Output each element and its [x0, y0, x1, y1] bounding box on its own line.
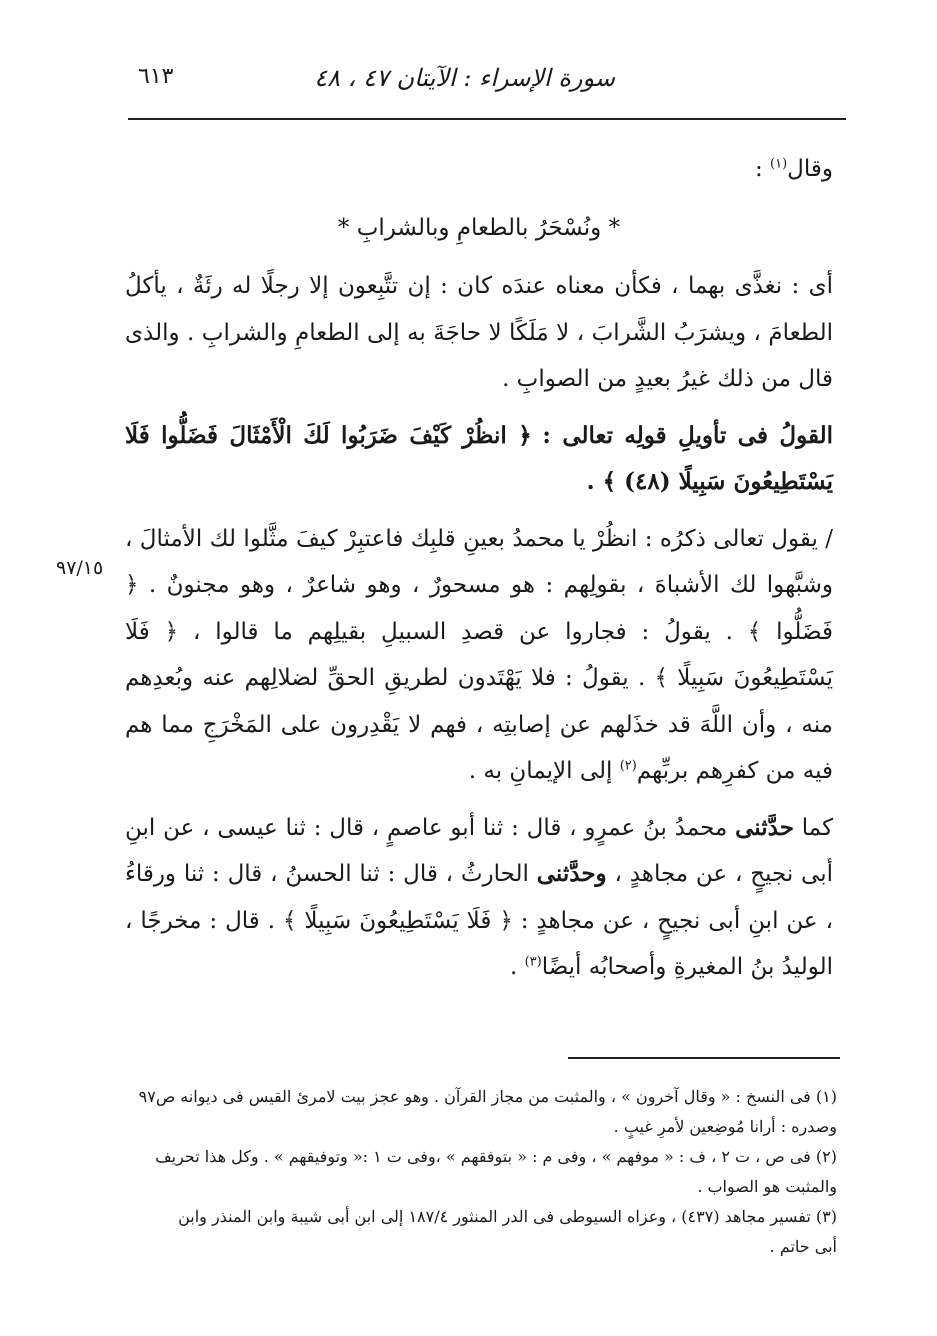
intro-text: وقال — [787, 156, 833, 182]
paragraph-3-haddathani-1: حدَّثنى — [735, 813, 794, 841]
margin-reference: ٩٧/١٥ — [56, 557, 104, 579]
footnote-marker-1: (١) — [770, 156, 788, 172]
paragraph-3-e: الحارثُ ، قال : ثنا الحسنُ ، قال : ثنا ورقاءُ ، عن ابنِ أبى نجيحٍ ، عن مجاهدٍ : ﴿ فَلَا يَسْتَطِيعُونَ سَبِيلًا ﴾ . قال : مخرجًا ، الوليدُ بنُ المغيرةِ وأصحابُه أيضًا — [125, 861, 833, 980]
intro-line — [125, 146, 833, 193]
paragraph-2 — [125, 516, 833, 795]
page-header — [130, 60, 845, 100]
paragraph-2-end: إلى الإيمانِ به . — [468, 758, 613, 784]
footnote-marker-2: (٢) — [619, 758, 637, 774]
running-title: سورة الإسراء : الآيتان ٤٧ ، ٤٨ — [314, 64, 615, 92]
paragraph-3-haddathani-2: وحدَّثنى — [536, 860, 607, 887]
paragraph-3-a: كما — [801, 814, 834, 841]
paragraph-2-text: / يقول تعالى ذكرُه : انظُرْ يا محمدُ بعينِ قلبِك فاعتبِرْ كيفَ مثَّلوا لك الأمثالَ ، وشبَّهوا لك الأشباهَ ، بقولِهم : هو مسحورٌ ، وهو شاعرٌ ، وهو مجنونٌ . ﴿ فَضَلُّوا ﴾ . يقولُ : فجاروا عن قصدِ السبيلِ بقيلِهم ما قالوا ، ﴿ فَلَا يَسْتَطِيعُونَ سَبِيلًا ﴾ . يقولُ : فلا يَهْتَدون لطريقِ الحقِّ لضلالِهم عنه وبُعدِهم منه ، وأن اللَّهَ قد خذَلهم عن إصابتِه ، فهم لا يَقْدِرون على المَخْرَجِ مما هم فيه من كفرِهم بربِّهم — [125, 525, 833, 784]
footnote-divider — [568, 1057, 840, 1059]
page-number: ٦١٣ — [138, 64, 174, 89]
footnote-marker-3: (٣) — [524, 954, 542, 970]
heading-quran-verse: ﴿ انظُرْ كَيْفَ ضَرَبُوا لَكَ الْأَمْثَالَ فَضَلُّوا فَلَا يَسْتَطِيعُونَ سَبِيلًا (٤٨) ﴾ . — [125, 421, 833, 495]
footnote-line: وصدره : أرانا مُوضِعين لأمرِ غيبٍ . — [613, 1117, 837, 1136]
footnote-line: أبى حاتم . — [769, 1237, 837, 1256]
paragraph-3-end: . — [509, 954, 518, 980]
paragraph-1: أى : نغذَّى بهما ، فكأن معناه عندَه كان : إن تتَّبِعون إلا رجلًا له رئَةٌ ، يأكلُ الطعامَ ، ويشرَبُ الشَّرابَ ، لا مَلَكًا لا حاجَةَ به إلى الطعامِ والشرابِ . والذى قال من ذلك غيرُ بعيدٍ من الصوابِ . — [125, 273, 833, 392]
footnote-line: (٣) تفسير مجاهد (٤٣٧) ، وعزاه السيوطى فى الدر المنثور ١٨٧/٤ إلى ابن أبى شيبة وابن المنذر وابن — [178, 1207, 837, 1226]
paragraph-3 — [125, 805, 833, 991]
heading-label: القولُ فى تأويلِ قولِه تعالى : — [542, 421, 833, 449]
footnote-line: (١) فى النسخ : « وقال آخرون » ، والمثبت من مجاز القرآن . وهو عجز بيت لامرئ القيس فى ديوانه ص٩٧ — [138, 1087, 837, 1106]
footnote-line: والمثبت هو الصواب . — [697, 1177, 837, 1196]
footnotes — [122, 1082, 837, 1262]
intro-colon: : — [754, 156, 763, 182]
paragraph-3-c: محمدُ بنُ عمرٍو ، قال : ثنا أبو عاصمٍ ، قال : ثنا عيسى ، عن ابنِ أبى نجيحٍ ، عن مجاهدٍ ، — [125, 814, 834, 887]
header-divider — [128, 118, 846, 120]
footnote-line: (٢) فى ص ، ت ٢ ، ف : « موفهم » ، وفى م : « بتوفقهم » ،وفى ت ١ :« وتوفيقهم » . وكل هذا تحريف — [155, 1147, 837, 1166]
section-heading — [125, 413, 833, 506]
main-text — [125, 142, 833, 991]
poetry-verse: * ونُسْحَرُ بالطعامِ وبالشرابِ * — [337, 214, 621, 241]
